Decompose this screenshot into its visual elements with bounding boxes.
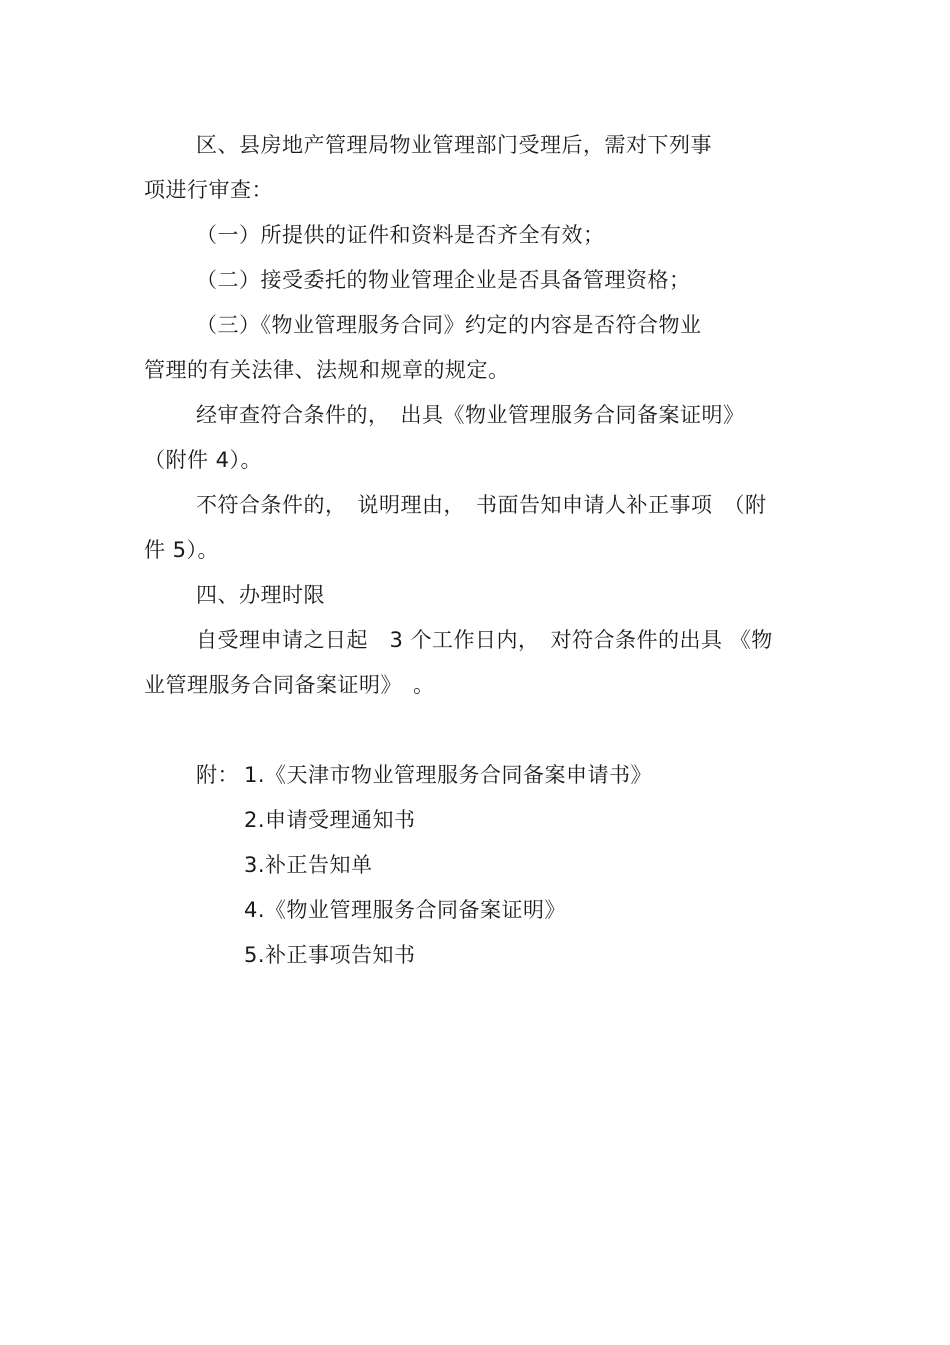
review-item-3-line-2: 管理的有关法律、法规和规章的规定。 [144,358,510,382]
attachment-item-1: 1.《天津市物业管理服务合同备案申请书》 [244,763,653,787]
attachments-label: 附： [196,763,239,787]
paragraph-time-limit-line-2: 业管理服务合同备案证明》 。 [144,673,435,697]
paragraph-time-limit-line-1: 自受理申请之日起 3 个工作日内， 对符合条件的出具 《物 [196,628,773,652]
review-item-1: （一）所提供的证件和资料是否齐全有效； [196,223,605,247]
attachment-item-3: 3.补正告知单 [244,853,373,877]
review-item-2: （二）接受委托的物业管理企业是否具备管理资格； [196,268,691,292]
section-heading-time-limit: 四、办理时限 [196,583,325,607]
paragraph-review-line-2: 项进行审查： [144,178,273,202]
attachment-item-2: 2.申请受理通知书 [244,808,416,832]
paragraph-approved-line-1: 经审查符合条件的， 出具《物业管理服务合同备案证明》 [196,403,745,427]
paragraph-rejected-line-1: 不符合条件的， 说明理由， 书面告知申请人补正事项 （附 [196,493,767,517]
attachment-item-4: 4.《物业管理服务合同备案证明》 [244,898,567,922]
paragraph-rejected-line-2: 件 5）。 [144,538,220,562]
paragraph-approved-line-2: （附件 4）。 [144,448,263,472]
paragraph-review-line-1: 区、县房地产管理局物业管理部门受理后，需对下列事 [196,133,712,157]
review-item-3-line-1: （三）《物业管理服务合同》约定的内容是否符合物业 [196,313,702,337]
attachment-item-5: 5.补正事项告知书 [244,943,416,967]
